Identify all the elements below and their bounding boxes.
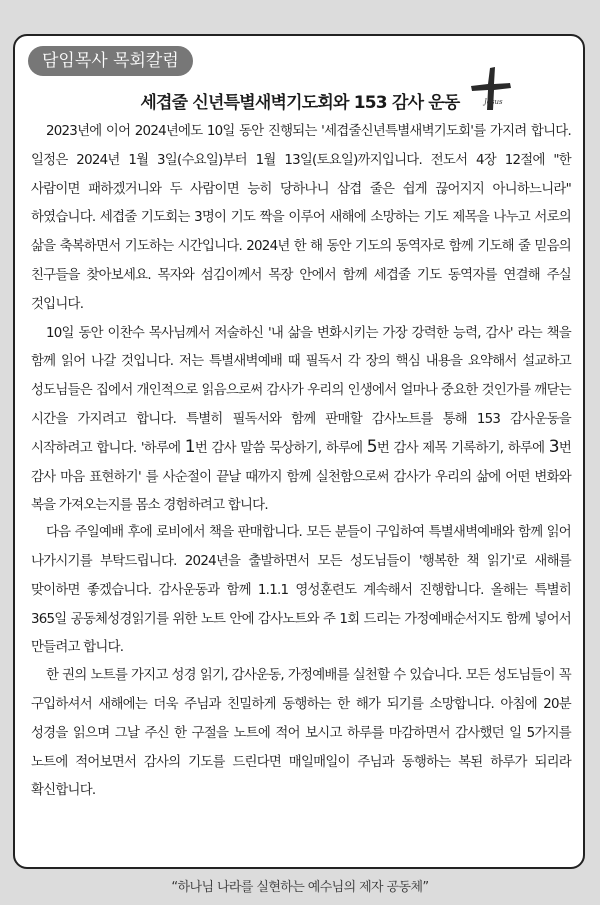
paragraph-2-part-c: 번 감사 제목 기록하기, 하루에 [376, 440, 549, 456]
number-three: 3 [548, 436, 559, 457]
column-badge: 담임목사 목회칼럼 [28, 46, 193, 76]
paragraph-2-part-a: 10일 동안 이찬수 목사님께서 저술하신 '내 삶을 변화시키는 가장 강력한 능력, 감사' 라는 책을 함께 읽어 나갈 것입니다. 저는 특별새벽예배 때 필독서 각 장의 핵심 내용을 요약해서 설교하고 성도님들은 집에서 개인적으로 읽음으로써 감사가 우리의 인생에서 얼마나 중요한 것인가를 깨닫는 시간을 가지려고 합니다. 특별히 필독서와 함께 판매할 감사노트를 통해 153 감사운동을 시작하려고 합니다. '하루에 [31, 325, 571, 456]
paragraph-2 [31, 320, 571, 522]
cross-caption: Jesus [484, 98, 503, 106]
column-body [31, 118, 571, 806]
number-one: 1 [184, 436, 195, 457]
paragraph-2-part-d: 번 감사 마음 표현하기' 를 사순절이 끝날 때까지 함께 실천함으로써 감사가 우리의 삶에 어떤 변화와 복을 가져오는지를 몸소 경험하려고 합니다. [31, 440, 572, 514]
footer-motto: “하나님 나라를 실현하는 예수님의 제자 공동체” [171, 880, 429, 895]
paragraph-4: 한 권의 노트를 가지고 성경 읽기, 감사운동, 가정예배를 실천할 수 있습니다. 모든 성도님들이 꼭 구입하셔서 새해에는 더욱 주님과 친밀하게 동행하는 한 해가 되기를 소망합니다. 아침에 20분 성경을 읽으며 그날 주신 한 구절을 노트에 적어 보시고 하루를 마감하면서 감사했던 일 5가지를 노트에 적어보면서 감사의 기도를 드린다면 매일매일이 주님과 동행하는 복된 하루가 되리라 확신합니다. [31, 668, 571, 799]
paragraph-2-part-b: 번 감사 말씀 묵상하기, 하루에 [194, 440, 367, 456]
number-five: 5 [366, 436, 377, 457]
paragraph-3: 다음 주일예배 후에 로비에서 책을 판매합니다. 모든 분들이 구입하여 특별새벽예배와 함께 읽어 나가시기를 부탁드립니다. 2024년을 출발하면서 모든 성도님들이 '행복한 책 읽기'로 새해를 맞이하면 좋겠습니다. 감사운동과 함께 1.1.1 영성훈련도 계속해서 진행합니다. 올해는 특별히 365일 공동체성경읽기를 위한 노트 안에 감사노트와 주 1회 드리는 가정예배순서지도 함께 넣어서 만들려고 합니다. [31, 525, 571, 656]
column-title: 세겹줄 신년특별새벽기도회와 153 감사 운동 [140, 93, 460, 113]
paragraph-1: 2023년에 이어 2024년에도 10일 동안 진행되는 '세겹줄신년특별새벽기도회'를 가지려 합니다. 일정은 2024년 1월 3일(수요일)부터 1월 13일(토요일)까지입니다. 전도서 4장 12절에 "한 사람이면 패하겠거니와 두 사람이면 능히 당하나니 삼겹 줄은 쉽게 끊어지지 아니하느니라" 하였습니다. 세겹줄 기도회는 3명이 기도 짝을 이루어 새해에 소망하는 기도 제목을 나누고 서로의 삶을 축복하면서 기도하는 시간입니다. 2024년 한 해 동안 기도의 동역자로 함께 기도해 줄 믿음의 친구들을 찾아보세요. 목자와 섬김이께서 목장 안에서 함께 세겹줄 기도 동역자를 연결해 주실 것입니다. [31, 124, 571, 312]
